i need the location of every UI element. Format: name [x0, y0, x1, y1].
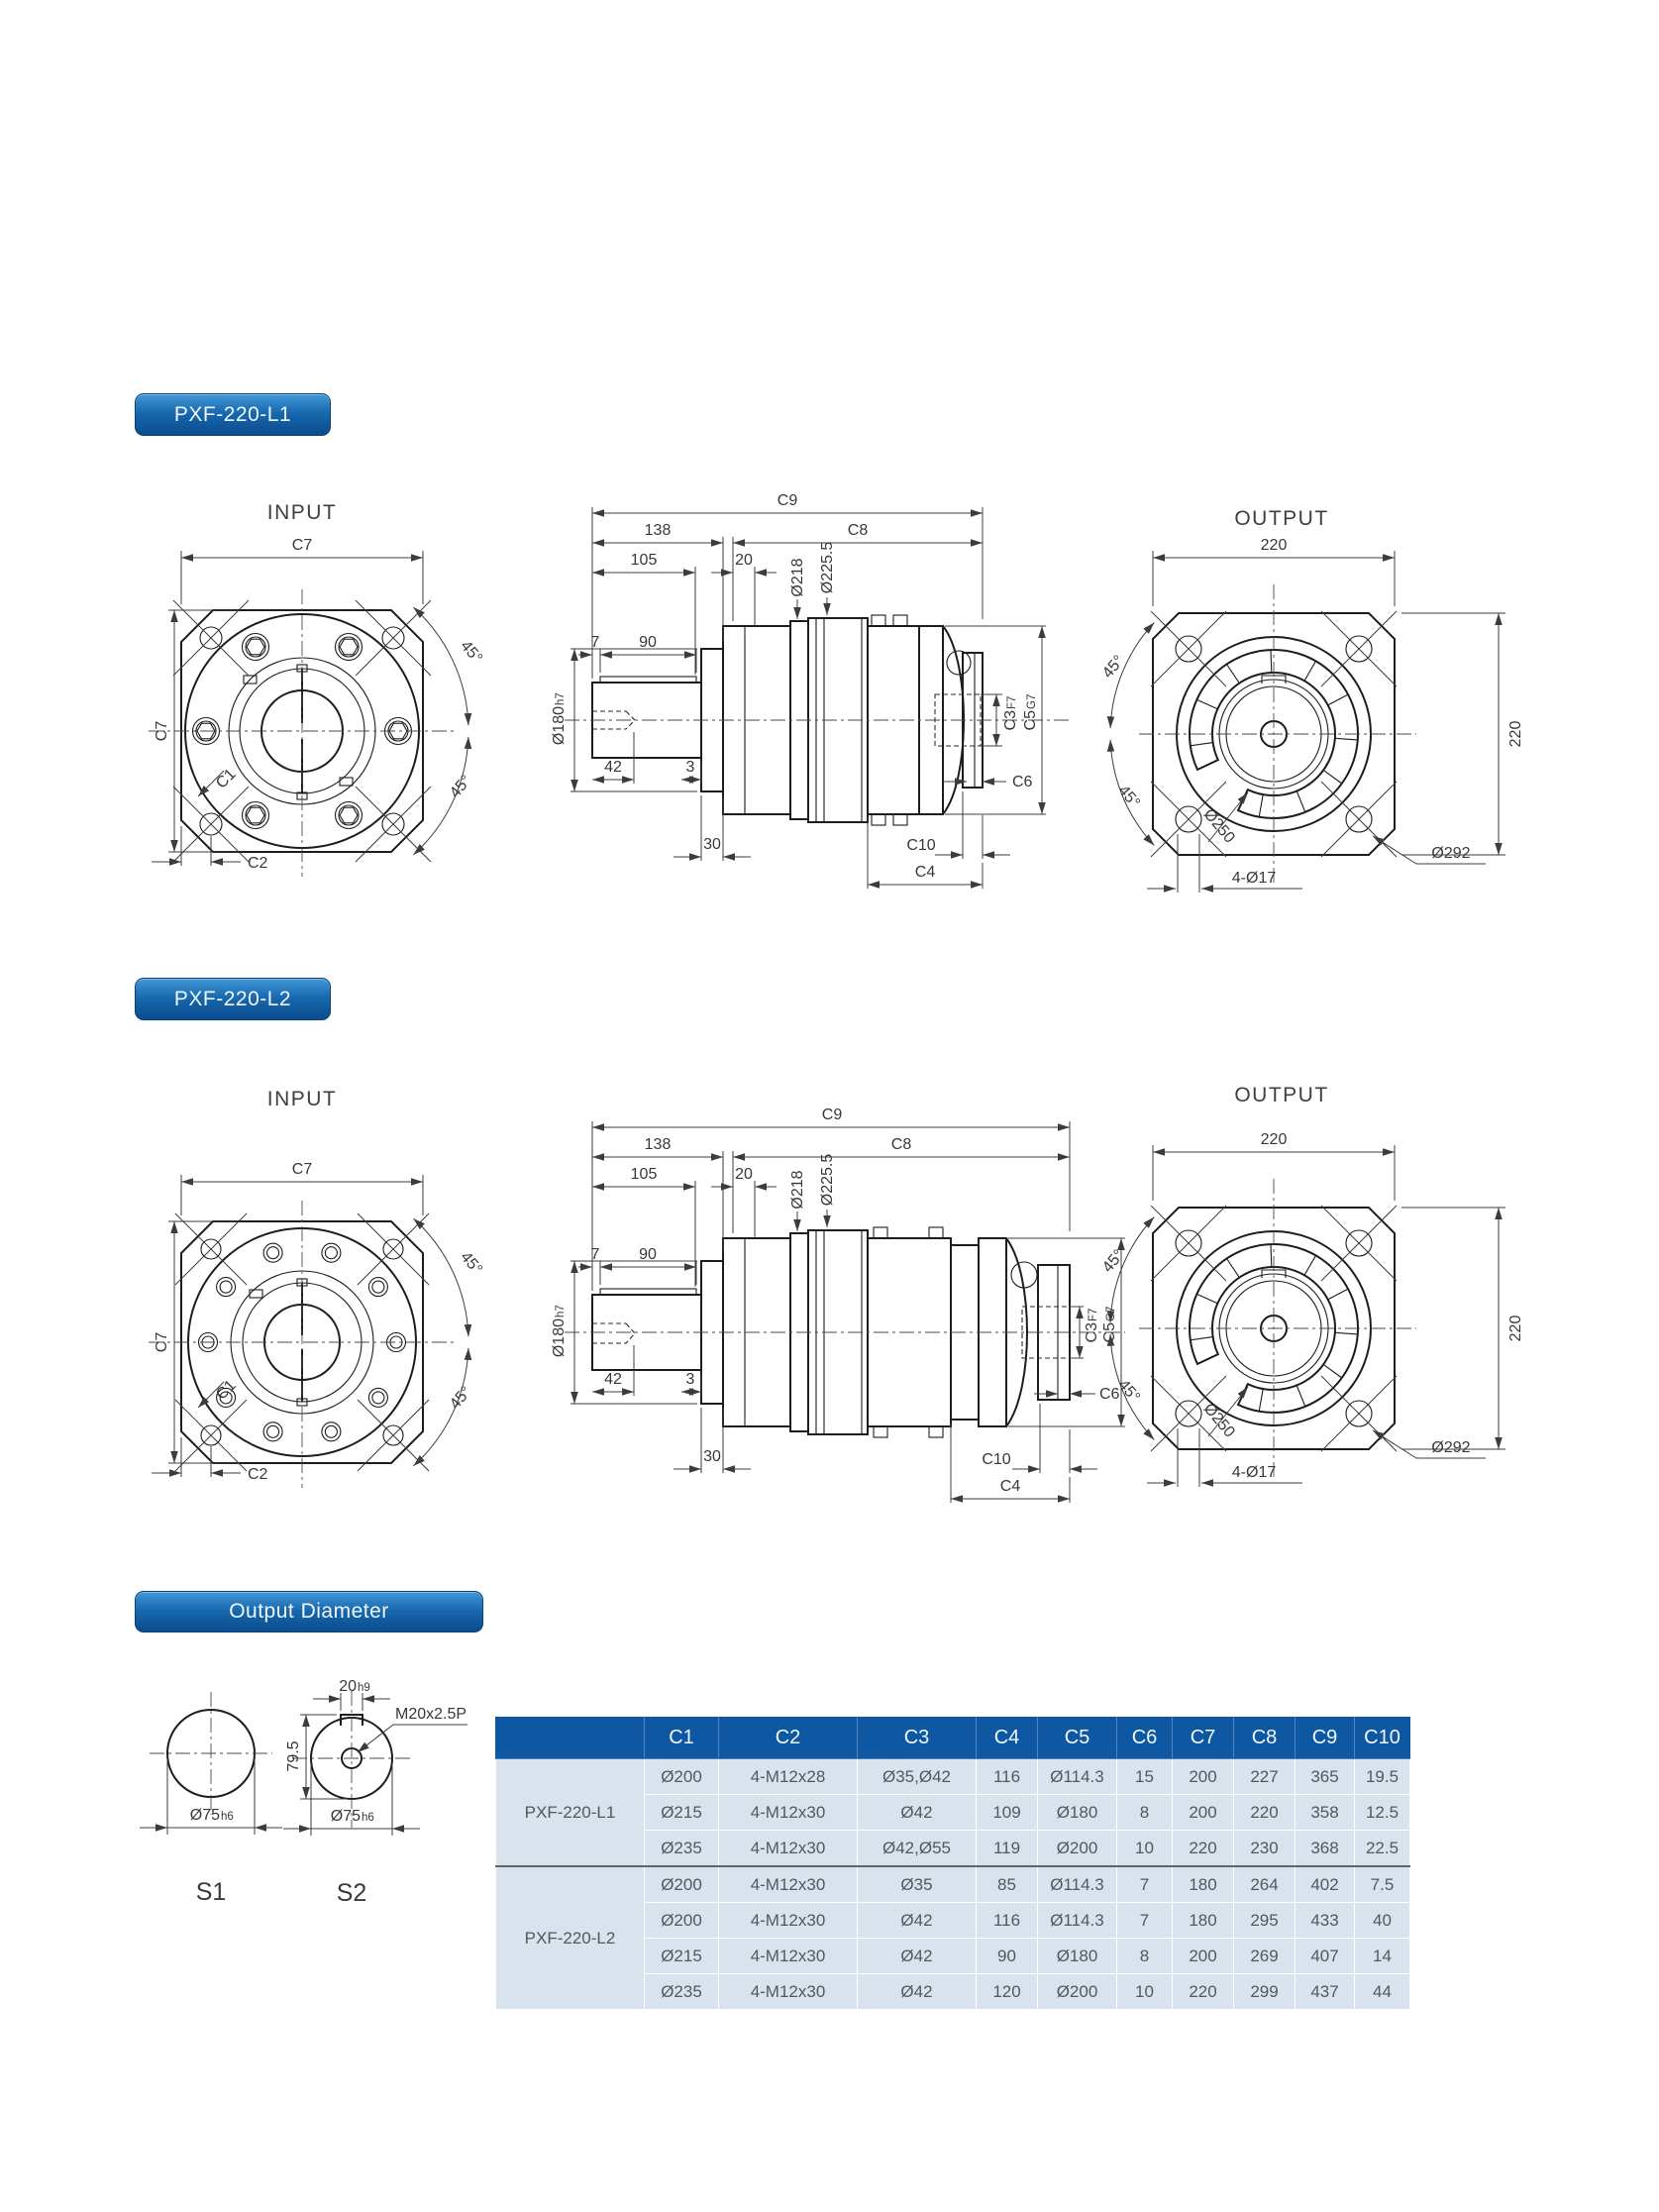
svg-text:C4: C4: [914, 864, 936, 881]
svg-text:C9: C9: [777, 492, 798, 509]
svg-text:42: 42: [604, 1371, 622, 1388]
shaft-section-s2: [262, 1669, 495, 1937]
table-row: Ø235 4-M12x30 Ø42 120 Ø200 10 220 299 437 44: [496, 1974, 1410, 2010]
svg-text:7: 7: [590, 1246, 600, 1263]
svg-text:Ø180: Ø180: [551, 1318, 568, 1358]
header-blank: [496, 1718, 645, 1759]
header-c7: C7: [1173, 1718, 1234, 1759]
svg-text:7: 7: [590, 634, 600, 651]
svg-text:G7: G7: [1026, 693, 1038, 709]
dim-7-90: [578, 634, 696, 679]
svg-text:F7: F7: [1088, 1308, 1099, 1321]
svg-text:C8: C8: [847, 522, 869, 539]
svg-text:4-Ø17: 4-Ø17: [1231, 1464, 1277, 1481]
view-title: INPUT: [266, 501, 338, 524]
svg-text:79.5: 79.5: [285, 1740, 302, 1772]
svg-text:45°: 45°: [1114, 1376, 1143, 1407]
section-label-s1: S1: [195, 1878, 227, 1906]
view-title: INPUT: [266, 1088, 338, 1110]
svg-text:Ø218: Ø218: [789, 558, 806, 597]
model-label-l2: PXF-220-L2: [496, 1866, 645, 2010]
dim-30: [674, 1408, 751, 1473]
table-row: PXF-220-L2 Ø200 4-M12x30 Ø35 85 Ø114.3 7 180 264 402 7.5: [496, 1866, 1410, 1903]
svg-text:220: 220: [1507, 1315, 1524, 1342]
svg-text:30: 30: [703, 1448, 721, 1465]
svg-text:90: 90: [639, 1246, 657, 1263]
svg-text:C10: C10: [982, 1451, 1011, 1468]
dim-105-20: [592, 552, 777, 675]
svg-text:C5: C5: [1101, 1322, 1118, 1343]
svg-text:Ø75: Ø75: [330, 1808, 361, 1825]
model-badge-l1: PXF-220-L1: [135, 393, 331, 436]
svg-text:h6: h6: [221, 1811, 234, 1823]
svg-text:h9: h9: [358, 1682, 370, 1694]
svg-text:4-Ø17: 4-Ø17: [1231, 870, 1277, 887]
dim-c10-c4: [868, 791, 1010, 889]
svg-text:C1: C1: [213, 1377, 240, 1404]
l2-side-view: [535, 1065, 1129, 1580]
header-c10: C10: [1355, 1718, 1410, 1759]
svg-text:G7: G7: [1105, 1306, 1117, 1321]
svg-text:C7: C7: [291, 537, 313, 554]
svg-text:C7: C7: [154, 1331, 170, 1353]
view-title: OUTPUT: [1234, 1084, 1329, 1106]
svg-text:3: 3: [685, 759, 695, 776]
svg-text:90: 90: [639, 634, 657, 651]
svg-text:20: 20: [735, 1166, 753, 1183]
svg-text:h6: h6: [362, 1812, 374, 1824]
dim-7-90: [578, 1246, 696, 1291]
svg-text:45°: 45°: [457, 637, 485, 668]
svg-text:105: 105: [630, 1166, 658, 1183]
header-c2: C2: [719, 1718, 858, 1759]
svg-text:C3: C3: [1002, 710, 1019, 731]
header-c1: C1: [645, 1718, 719, 1759]
model-badge-l2: PXF-220-L2: [135, 978, 331, 1020]
dim-angles: [413, 1218, 485, 1466]
table-row: Ø215 4-M12x30 Ø42 90 Ø180 8 200 269 407 14: [496, 1939, 1410, 1974]
table-row: Ø200 4-M12x30 Ø42 116 Ø114.3 7 180 295 433 40: [496, 1903, 1410, 1939]
dim-220-right: [1401, 1208, 1524, 1449]
dim-138-c8: [592, 522, 983, 641]
dim-105-20: [592, 1166, 777, 1287]
header-c3: C3: [858, 1718, 977, 1759]
dim-dia218-dia225: [789, 542, 836, 619]
table-row: Ø235 4-M12x30 Ø42,Ø55 119 Ø200 10 220 230 368 22.5: [496, 1831, 1410, 1867]
header-c9: C9: [1296, 1718, 1355, 1759]
section-badge-output-diameter: Output Diameter: [135, 1591, 483, 1633]
svg-text:C8: C8: [890, 1136, 912, 1153]
svg-text:Ø225.5: Ø225.5: [819, 541, 836, 594]
svg-text:F7: F7: [1006, 695, 1018, 709]
svg-text:45°: 45°: [447, 772, 475, 802]
svg-text:Ø225.5: Ø225.5: [819, 1153, 836, 1207]
l2-input-view: [99, 1050, 525, 1555]
svg-text:45°: 45°: [457, 1248, 485, 1279]
header-c5: C5: [1038, 1718, 1117, 1759]
svg-text:20: 20: [735, 552, 753, 569]
svg-text:220: 220: [1260, 1131, 1288, 1148]
svg-text:h7: h7: [555, 692, 567, 705]
model-label-l1: PXF-220-L1: [496, 1759, 645, 1867]
svg-text:Ø75: Ø75: [189, 1807, 220, 1824]
header-c6: C6: [1117, 1718, 1173, 1759]
svg-text:C1: C1: [213, 766, 240, 792]
svg-text:C5: C5: [1022, 710, 1039, 731]
svg-text:Ø180: Ø180: [551, 706, 568, 746]
dim-220-right: [1401, 613, 1524, 855]
svg-text:C3: C3: [1084, 1322, 1100, 1343]
svg-text:Ø292: Ø292: [1431, 845, 1471, 862]
l1-side-view: [535, 451, 1089, 966]
svg-text:C7: C7: [291, 1161, 313, 1178]
svg-text:C6: C6: [1012, 774, 1033, 790]
dimension-table: [495, 1717, 1410, 2010]
svg-text:M20x2.5P: M20x2.5P: [395, 1706, 467, 1723]
svg-text:Ø250: Ø250: [1199, 805, 1238, 847]
svg-text:105: 105: [630, 552, 658, 569]
svg-text:45°: 45°: [1099, 652, 1128, 683]
svg-text:220: 220: [1507, 720, 1524, 748]
svg-text:20: 20: [339, 1678, 357, 1695]
header-c4: C4: [977, 1718, 1038, 1759]
dim-dia218-dia225: [789, 1154, 836, 1231]
svg-text:45°: 45°: [1114, 782, 1143, 812]
table-row: PXF-220-L1 Ø200 4-M12x28 Ø35,Ø42 116 Ø114.3 15 200 227 365 19.5: [496, 1759, 1410, 1795]
svg-text:C10: C10: [906, 837, 936, 854]
dim-c6: [943, 774, 1033, 790]
l1-output-view: [1089, 456, 1624, 931]
svg-text:3: 3: [685, 1371, 695, 1388]
svg-text:Ø218: Ø218: [789, 1170, 806, 1210]
header-c8: C8: [1234, 1718, 1296, 1759]
l1-input-view: [99, 456, 515, 961]
svg-text:Ø292: Ø292: [1431, 1439, 1471, 1456]
svg-text:Ø250: Ø250: [1199, 1400, 1238, 1441]
view-title: OUTPUT: [1234, 507, 1329, 530]
svg-text:138: 138: [644, 1136, 672, 1153]
svg-text:C6: C6: [1099, 1386, 1120, 1403]
dim-angles: [413, 607, 485, 855]
svg-text:30: 30: [703, 836, 721, 853]
svg-text:C2: C2: [248, 1466, 268, 1483]
svg-text:45°: 45°: [447, 1383, 475, 1414]
section-label-s2: S2: [336, 1879, 367, 1907]
svg-text:C9: C9: [821, 1106, 843, 1123]
svg-text:C2: C2: [248, 855, 268, 872]
svg-text:C4: C4: [999, 1478, 1021, 1495]
dim-thread: [358, 1706, 467, 1752]
svg-text:h7: h7: [555, 1305, 567, 1317]
svg-text:45°: 45°: [1099, 1246, 1128, 1277]
l2-output-view: [1089, 1050, 1624, 1526]
dim-key-20h9: [313, 1678, 390, 1711]
dim-c1: [198, 766, 240, 796]
svg-text:138: 138: [644, 522, 672, 539]
dim-30: [674, 795, 751, 861]
svg-text:220: 220: [1260, 537, 1288, 554]
table-header-row: [496, 1718, 1410, 1759]
dim-height-79-5: [285, 1715, 348, 1799]
svg-text:C7: C7: [154, 720, 170, 742]
table-row: Ø215 4-M12x30 Ø42 109 Ø180 8 200 220 358 12.5: [496, 1795, 1410, 1831]
svg-text:42: 42: [604, 759, 622, 776]
